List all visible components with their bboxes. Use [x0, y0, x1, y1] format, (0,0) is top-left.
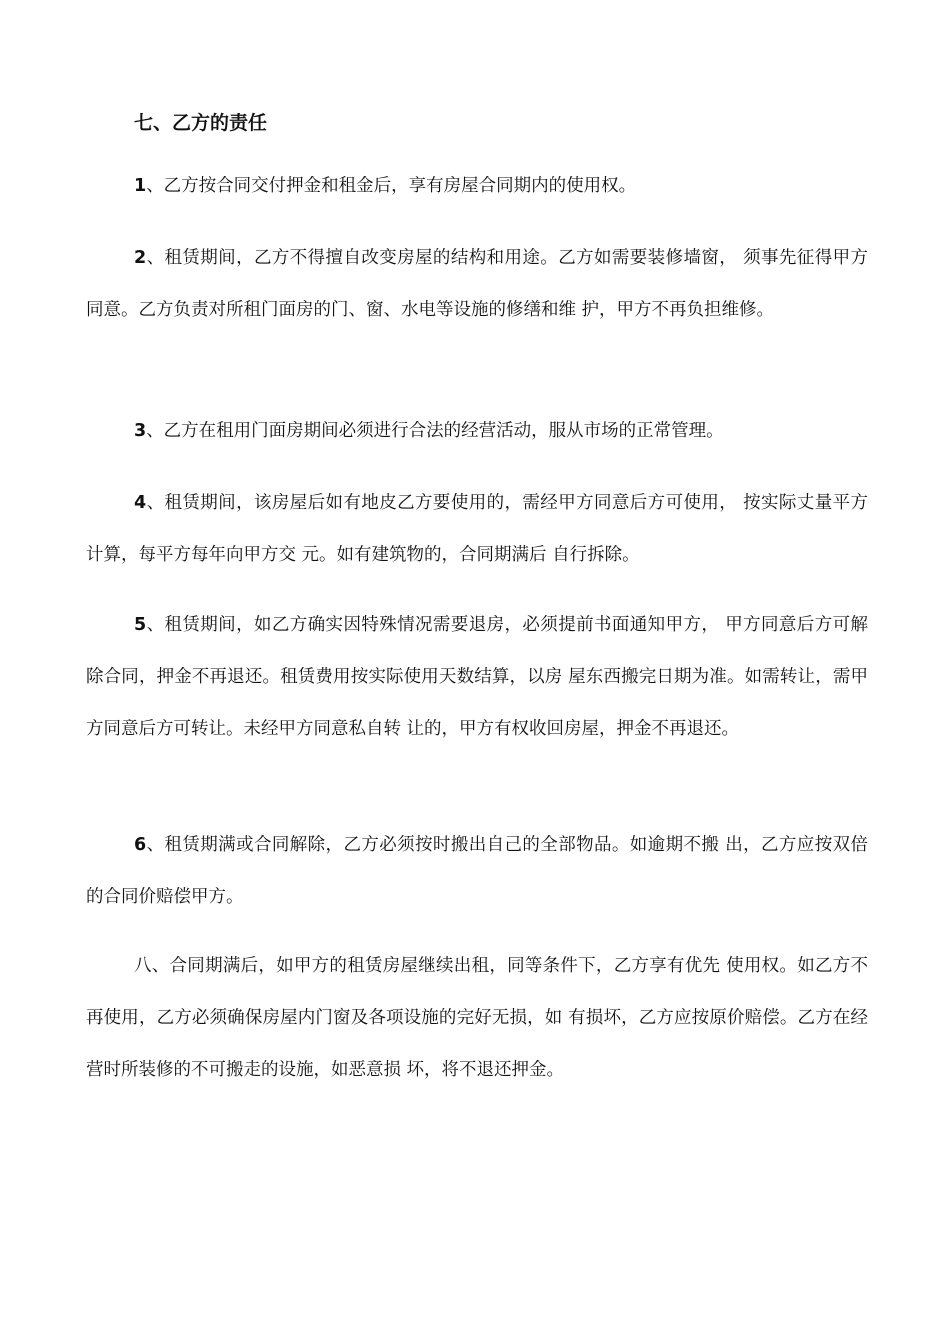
paragraph-text: 、租赁期间，如乙方确实因特殊情况需要退房，必须提前书面通知甲方， 甲方同意后方可解除合同，押金不再退还。租赁费用按实际使用天数结算，以房 屋东西搬完日期为准。如需转让，需甲方同意后方可转让。未经甲方同意私自转 让的，甲方有权收回房屋，押金不再退还。 — [86, 615, 868, 739]
paragraph-3 — [86, 405, 868, 457]
paragraph-text: 、乙方在租用门面房期间必须进行合法的经营活动，服从市场的正常管理。 — [146, 421, 724, 441]
paragraph-2 — [86, 232, 868, 336]
paragraph-4 — [86, 477, 868, 581]
paragraph-text: 、租赁期间，该房屋后如有地皮乙方要使用的，需经甲方同意后方可使用， 按实际丈量平方计算，每平方每年向甲方交 元。如有建筑物的，合同期满后 自行拆除。 — [86, 493, 868, 565]
paragraph-7 — [86, 940, 868, 1096]
section-title: 七、乙方的责任 — [134, 112, 268, 134]
paragraph-number: 4 — [134, 493, 147, 513]
paragraph-text: 八、合同期满后，如甲方的租赁房屋继续出租，同等条件下，乙方享有优先 使用权。如乙方不再使用，乙方必须确保房屋内门窗及各项设施的完好无损，如 有损坏，乙方应按原价赔偿。乙方在经营时所装修的不可搬走的设施，如恶意损 坏，将不退还押金。 — [86, 956, 868, 1080]
paragraph-text: 、乙方按合同交付押金和租金后，享有房屋合同期内的使用权。 — [146, 176, 637, 196]
paragraph-number: 1 — [134, 176, 147, 196]
paragraph-6 — [86, 819, 868, 923]
paragraph-number: 2 — [134, 248, 147, 268]
paragraph-number: 6 — [134, 835, 147, 855]
paragraph-1 — [86, 160, 868, 212]
paragraph-5 — [86, 599, 868, 755]
paragraph-number: 3 — [134, 421, 147, 441]
paragraph-text: 、租赁期满或合同解除，乙方必须按时搬出自己的全部物品。如逾期不搬 出，乙方应按双倍的合同价赔偿甲方。 — [86, 835, 868, 907]
paragraph-number: 5 — [134, 615, 147, 635]
paragraph-text: 、租赁期间，乙方不得擅自改变房屋的结构和用途。乙方如需要装修墙窗， 须事先征得甲方同意。乙方负责对所租门面房的门、窗、水电等设施的修缮和维 护，甲方不再负担维修。 — [86, 248, 868, 320]
